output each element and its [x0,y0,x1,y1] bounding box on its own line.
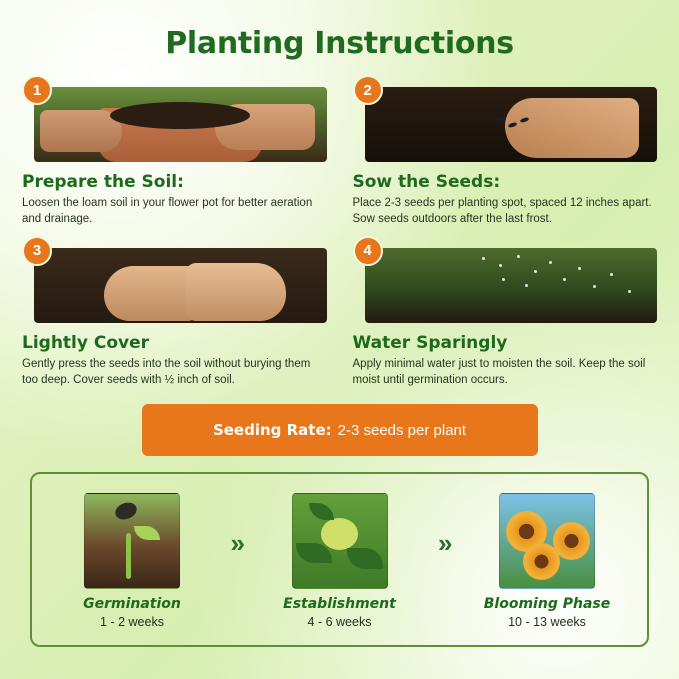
step-3-description: Gently press the seeds into the soil without burying them too deep. Cover seeds with ½ inch of soil. [22,357,311,386]
step-1-description: Loosen the loam soil in your flower pot for better aeration and drainage. [22,197,313,225]
step-4-number: 4 [353,236,383,266]
blooming-name: Blooming Phase [483,595,611,612]
germination-name: Germination [83,595,181,612]
step-3-title: Lightly Cover [22,332,150,353]
step-3 [22,236,327,389]
blooming-duration: 10 - 13 weeks [508,614,586,629]
seeding-rate-label: Seeding Rate: [212,421,332,440]
step-4 [353,236,658,389]
step-3-number: 3 [22,236,52,266]
steps-grid [22,75,657,388]
seeding-rate-value: 2-3 seeds per plant [337,421,467,439]
seeding-rate-banner [142,404,538,456]
establishment-name: Establishment [283,595,396,612]
timeline-phase-establishment [250,493,430,629]
page-title: Planting Instructions [165,26,514,61]
establishment-image [292,493,388,589]
step-2-title: Sow the Seeds: [352,172,501,192]
step-1 [22,75,327,228]
double-chevron-right-icon-2: » [438,528,449,559]
growth-timeline [30,472,649,647]
step-1-number: 1 [22,75,52,105]
step-2 [353,75,658,228]
step-1-title: Prepare the Soil: [22,172,184,192]
step-2-description: Place 2-3 seeds per planting spot, spaced 12 inches apart. Sow seeds outdoors after the last frost. [352,197,652,225]
double-chevron-right-icon: » [230,528,241,559]
step-4-image [365,248,658,323]
step-3-image [34,248,327,323]
step-2-image [365,87,658,162]
establishment-duration: 4 - 6 weeks [307,614,372,629]
blooming-image [499,493,595,589]
step-4-description: Apply minimal water just to moisten the soil. Keep the soil moist until germination occurs. [352,357,646,386]
timeline-phase-blooming [457,493,637,629]
timeline-phase-germination [42,493,222,629]
germination-image [84,493,180,589]
step-4-title: Water Sparingly [352,332,508,353]
step-1-image [34,87,327,162]
germination-duration: 1 - 2 weeks [100,614,164,629]
step-2-number: 2 [353,75,383,105]
